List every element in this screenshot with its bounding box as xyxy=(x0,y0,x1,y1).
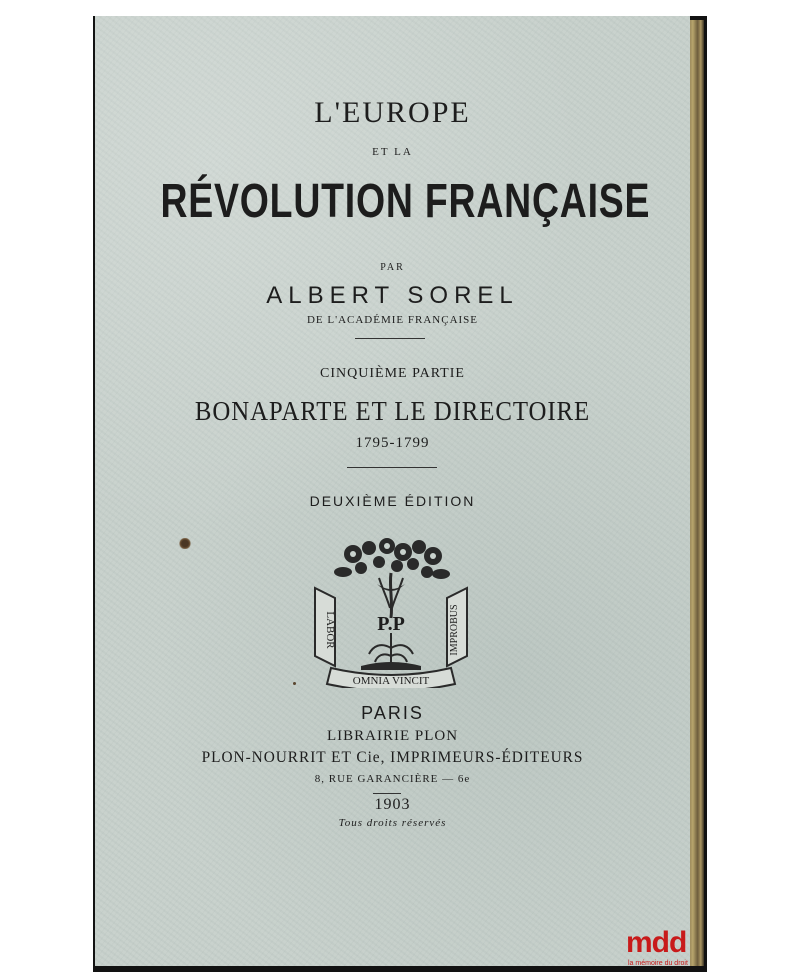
main-title: RÉVOLUTION FRANÇAISE xyxy=(160,175,651,228)
publisher-address: 8, RUE GARANCIÈRE — 6e xyxy=(314,773,471,785)
by-line: PAR xyxy=(380,262,405,273)
printer-name: PLON-NOURRIT ET Cie, IMPRIMEURS-ÉDITEURS xyxy=(201,749,584,766)
rights-notice: Tous droits réservés xyxy=(338,817,447,829)
printers-mark-emblem xyxy=(291,538,491,688)
edition-label: DEUXIÈME ÉDITION xyxy=(309,493,476,509)
publication-city: PARIS xyxy=(361,703,424,723)
banner-right-text: IMPROBUS xyxy=(449,604,460,656)
title-page xyxy=(95,16,690,966)
volume-dates: 1795-1799 xyxy=(355,435,430,451)
logo-tagline: la mémoire du droit xyxy=(628,960,688,967)
title-line-1: L'EUROPE xyxy=(314,96,471,129)
paper-speck xyxy=(293,682,296,685)
divider-rule xyxy=(373,793,401,794)
divider-rule xyxy=(347,467,437,468)
title-line-2: ET LA xyxy=(372,146,413,158)
book-page-edges xyxy=(688,20,704,966)
volume-title: BONAPARTE ET LE DIRECTOIRE xyxy=(194,396,591,426)
ribbon-text: OMNIA VINCIT xyxy=(352,675,430,687)
mdd-watermark-logo xyxy=(626,928,708,974)
paper-stain xyxy=(179,538,191,549)
publisher-name: LIBRAIRIE PLON xyxy=(326,728,459,744)
author-affiliation: DE L'ACADÉMIE FRANÇAISE xyxy=(306,314,479,326)
logo-mark: mdd xyxy=(626,926,687,959)
part-label: CINQUIÈME PARTIE xyxy=(320,366,465,381)
monogram-text: P.P xyxy=(377,613,405,635)
author-name: ALBERT SOREL xyxy=(266,282,519,309)
divider-rule xyxy=(355,338,425,339)
publication-year: 1903 xyxy=(374,796,411,813)
banner-left-text: LABOR xyxy=(324,611,336,649)
